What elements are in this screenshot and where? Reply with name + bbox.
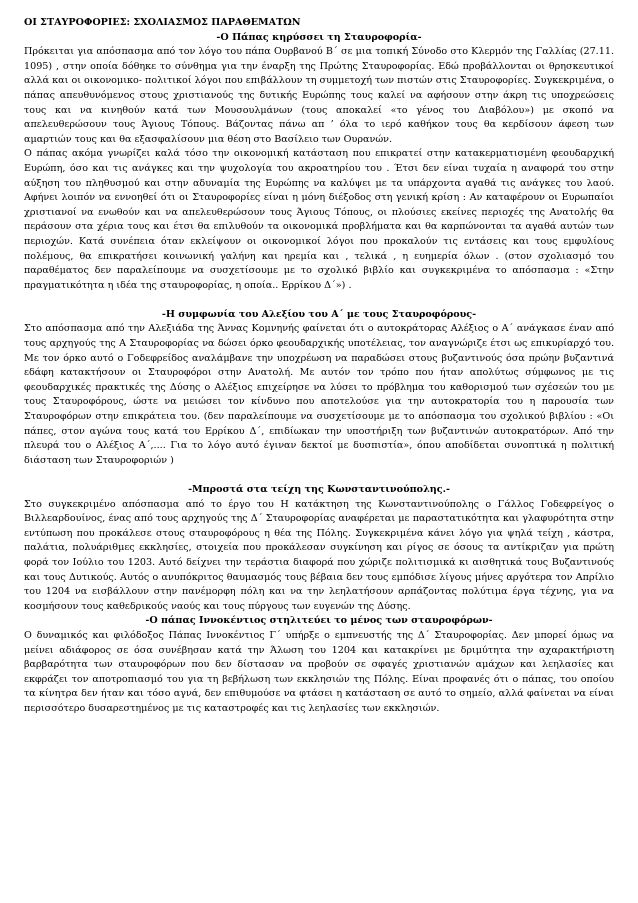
section-gap — [24, 468, 614, 483]
section-heading-pope-preaches: -Ο Πάπας κηρύσσει τη Σταυροφορία- — [216, 31, 422, 43]
section-heading-innocent-condemns: -Ο πάπας Ιννοκέντιος στηλιτεύει το μένος των σταυροφόρων- — [145, 615, 493, 627]
paragraph-economic-reasons: Ο πάπας ακόμα γνωρίζει καλά τόσο την οικονομική κατάσταση που επικρατεί στην κατακερματισμένη φεουδαρχική Ευρώπη, όσο και τις ανάγκες και την ψυχολογία του ακροατηρίου του . Έτσι δεν είναι τυχαία η αναφορά του στην αύξηση του πληθυσμού και στην αδυναμία της Ευρώπης να καλύψει με τα υπάρχοντα αγαθά τις ανάγκες του λαού. Αφήνει λοιπόν να εννοηθεί ότι οι Σταυροφορίες είναι η μόνη διέξοδος στη γενική κρίση : Αν καταφέρουν οι Ευρωπαίοι χριστιανοί να ενωθούν και να απελευθερώσουν τους Άγιους Τόπους, οι πλούσιες εκείνες περιοχές της Ανατολής θα περάσουν στα χέρια τους και έτσι θα επιλυθούν τα οικονομικά προβλήματα και θα καρπώνονται τα αγαθά αυτών των περιοχών. Κατά συνέπεια όταν εκλείψουν οι οικονομικοί λόγοι που προκαλούν τις εντάσεις και τους εμφυλίους πολέμους, θα επικρατήσει κοινωνική γαλήνη και ηρεμία και , τελικά , η ευημερία όλων . (στον σχολιασμό του παραθέματος δεν παραλείπουμε να συσχετίσουμε με το σχολικό βιβλίο και συγκεκριμένα το απόσπασμα : «Στην πραγματικότητα η ιδέα της σταυροφορίας, η οποία.. Ερρίκου Δ΄») . — [24, 148, 614, 291]
paragraph-innocent: Ο δυναμικός και φιλόδοξος Πάπας Ιννοκέντιος Γ΄ υπήρξε ο εμπνευστής της Δ΄ Σταυροφορίας. Δεν μπορεί όμως να μείνει αδιάφορος σε όσα συνέβησαν κατά την Άλωση του 1204 και κατακρίνει με δριμύτητα την αχαρακτήριστη βαρβαρότητα των σταυροφόρων που δεν δίστασαν να προβούν σε σφαγές χριστιανών αμάχων και λεηλασίες και εκφράζει τον αποτροπιασμό του για τη βεβήλωση των εκκλησιών της Πόλης. Είναι προφανές ότι ο πάπας, του οποίου τα κίνητρα δεν ήταν και τόσο αγνά, δεν επιθυμούσε να φτάσει η κατάσταση σε αυτό το σημείο, αλλά φαίνεται να είναι περισσότερο δυσαρεστημένος με τις καταστροφές και τις λεηλασίες των εκκλησιών. — [24, 629, 614, 714]
paragraph-urban-speech: Πρόκειται για απόσπασμα από τον λόγο του πάπα Ουρβανού Β΄ σε μια τοπική Σύνοδο στο Κλερμόν της Γαλλίας (27.11. 1095) , στην οποία δόθηκε το σύνθημα για την έναρξη της Πρώτης Σταυροφορίας. Εδώ προβάλλονται οι θρησκευτικοί αλλά και οι οικονομικο- πολιτικοί λόγοι που επιβάλλουν τη συμμετοχή των πιστών στις Σταυροφορίες. Συγκεκριμένα, ο πάπας απευθυνόμενος στους χριστιανούς της δυτικής Ευρώπης τους καλεί να αφήσουν στην άκρη τις υποχρεώσεις τους και να κινηθούν κατά των Μουσουλμάνων (τους αποκαλεί «το γένος του Διαβόλου») με σκοπό να απελευθερώσουν τους Άγιους Τόπους. Βάζοντας πάνω απ ’ όλα το ιερό καθήκον τους θα κερδίσουν άφεση των αμαρτιών τους και θα εξασφαλίσουν μια θέση στο Βασίλειο των Ουρανών. — [24, 46, 615, 145]
document-title: ΟΙ ΣΤΑΥΡΟΦΟΡΙΕΣ: ΣΧΟΛΙΑΣΜΟΣ ΠΑΡΑΘΕΜΑΤΩΝ — [24, 17, 301, 28]
section-gap — [24, 293, 614, 308]
paragraph-alexiad: Στο απόσπασμα από την Αλεξιάδα της Άννας Κομνηνής φαίνεται ότι ο αυτοκράτορας Αλέξιος ο Α΄ ανάγκασε έναν από τους αρχηγούς της Α Σταυροφορίας να δώσει όρκο φεουδαρχικής υποτέλειας, τον αναγνώριζε έτσι ως επικυρίαρχό του. Με τον όρκο αυτό ο Γοδεφρείδος αναλάμβανε την υποχρέωση να παραδώσει στους βυζαντινούς όσα πρώην βυζαντινά εδάφη κατακτήσουν οι Σταυροφόροι στην Ανατολή. Με αυτόν τον τρόπο που ήταν απολύτως σύμφωνος με τις φεουδαρχικές πρακτικές της Δύσης ο Αλέξιος επιχείρησε να λύσει το πρόβλημα του καθορισμού των σχέσεών του με τους Σταυροφόρους, ώστε να μειώσει τον κίνδυνο που αποτελούσε για την αυτοκρατορία του η παρουσία των Σταυροφόρων στην επικράτεια του. (δεν παραλείπουμε να συσχετίσουμε με το απόσπασμα του σχολικού βιβλίου : «Οι πάπες, στον αγώνα τους κατά του Ερρίκου Δ΄, επιδίωκαν την υποστήριξη των βυζαντινών αυτοκρατόρων. Από την πλευρά του ο Αλέξιος Α΄,.... Για το λόγο αυτό έγιναν δεκτοί με δυσπιστία», όπου αποδίδεται συνοπτικά η πολιτική διάσταση των Σταυροφοριών ) — [24, 323, 614, 466]
section-heading-alexios-agreement: -Η συμφωνία του Αλεξίου του Α΄ με τους Σταυροφόρους- — [161, 308, 477, 320]
paragraph-villehardouin: Στο συγκεκριμένο απόσπασμα από το έργο του Η κατάκτηση της Κωνσταντινούπολης ο Γάλλος Γοδεφρείγος ο Βιλλεαρδουίνος, ένας από τους αρχηγούς της Δ΄ Σταυροφορίας αναφέρεται με παραστατικότητα και γλαφυρότητα στην εντύπωση που προκάλεσε στους σταυροφόρους η θέα της Πόλης. Συγκεκριμένα κάνει λόγο για ψηλά τείχη , κάστρα, παλάτια, πολυάριθμες εκκλησίες, στοιχεία που προκάλεσαν συγκίνηση και ρίγος σε όσους τα αντίκριζαν για πρώτη φορά τον Ιούλιο του 1203. Αυτό δείχνει την τεράστια διαφορά που χώριζε πολιτισμικά κι αισθητικά τους Βυζαντινούς και τους Δυτικούς. Αυτός ο ανυπόκριτος θαυμασμός τους βέβαια δεν τους εμπόδισε λίγους μήνες αργότερα τον Απρίλιο του 1204 να εισβάλλουν στην πανέμορφη πόλη και να την λεηλατήσουν αρπάζοντας πολύτιμα έργα τέχνης, για να κοσμήσουν τους καθεδρικούς ναούς και τους πύργους των ευγενών της Δύσης. — [24, 498, 614, 612]
section-heading-walls-constantinople: -Μπροστά στα τείχη της Κωνσταντινούπολης.- — [188, 484, 450, 495]
